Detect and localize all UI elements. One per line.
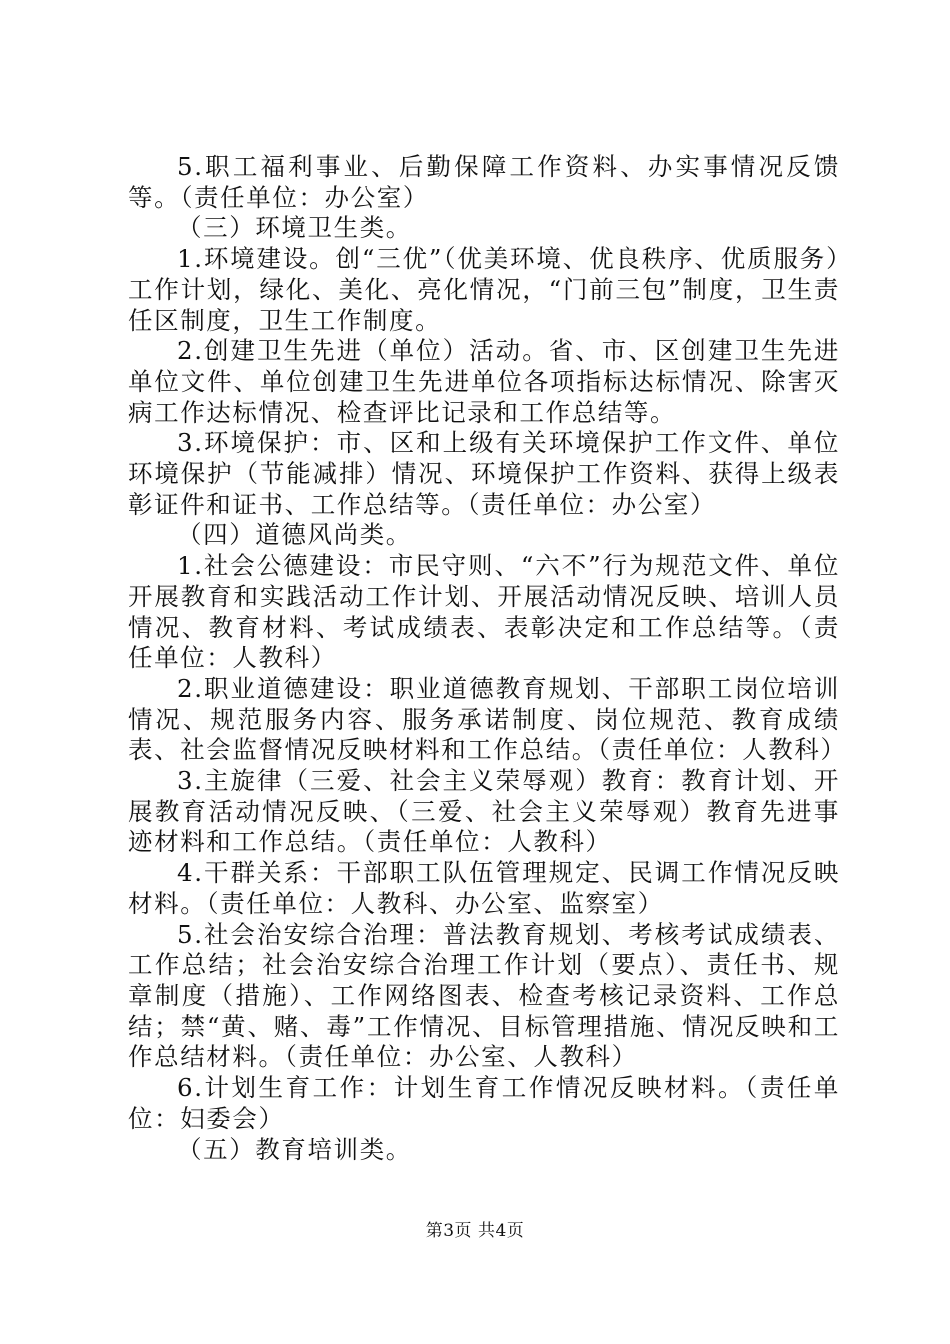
paragraph-family-planning: 6.计划生育工作：计划生育工作情况反映材料。（责任单位：妇委会） (128, 1073, 840, 1133)
paragraph-hygiene-activity: 2.创建卫生先进（单位）活动。省、市、区创建卫生先进单位文件、单位创建卫生先进单位各项指标达标情况、除害灭病工作达标情况、检查评比记录和工作总结等。 (128, 336, 840, 427)
paragraph-main-theme-education: 3.主旋律（三爱、社会主义荣辱观）教育：教育计划、开展教育活动情况反映、（三爱、社会主义荣辱观）教育先进事迹材料和工作总结。（责任单位：人教科） (128, 766, 840, 857)
paragraph-public-security: 5.社会治安综合治理：普法教育规划、考核考试成绩表、工作总结；社会治安综合治理工作计划（要点）、责任书、规章制度（措施）、工作网络图表、检查考核记录资料、工作总结；禁“黄、赌、毒”工作情况、目标管理措施、情况反映和工作总结材料。（责任单位：办公室、人教科） (128, 919, 840, 1072)
page-footer: 第3页 共4页 (425, 1221, 525, 1241)
section-heading-environment: （三）环境卫生类。 (177, 213, 412, 243)
paragraph-professional-ethics: 2.职业道德建设：职业道德教育规划、干部职工岗位培训情况、规范服务内容、服务承诺制度、岗位规范、教育成绩表、社会监督情况反映材料和工作总结。（责任单位：人教科） (128, 673, 847, 765)
section-heading-morality: （四）道德风尚类。 (177, 520, 412, 550)
paragraph-cadre-relations: 4.干群关系：干部职工队伍管理规定、民调工作情况反映材料。（责任单位：人教科、办公室、监察室） (128, 858, 840, 918)
paragraph-social-morality: 1.社会公德建设：市民守则、“六不”行为规范文件、单位开展教育和实践活动工作计划、开展活动情况反映、培训人员情况、教育材料、考试成绩表、表彰决定和工作总结等。（责任单位：人教科） (128, 551, 840, 673)
document-body (128, 152, 847, 1165)
paragraph-welfare: 5.职工福利事业、后勤保障工作资料、办实事情况反馈等。（责任单位：办公室） (128, 152, 840, 212)
paragraph-environment-protection: 3.环境保护：市、区和上级有关环境保护工作文件、单位环境保护（节能减排）情况、环境保护工作资料、获得上级表彰证件和证书、工作总结等。（责任单位：办公室） (128, 428, 840, 519)
section-heading-education-training: （五）教育培训类。 (177, 1134, 412, 1164)
paragraph-environment-construction: 1.环境建设。创“三优”（优美环境、优良秩序、优质服务）工作计划，绿化、美化、亮化情况，“门前三包”制度，卫生责任区制度，卫生工作制度。 (128, 244, 840, 335)
